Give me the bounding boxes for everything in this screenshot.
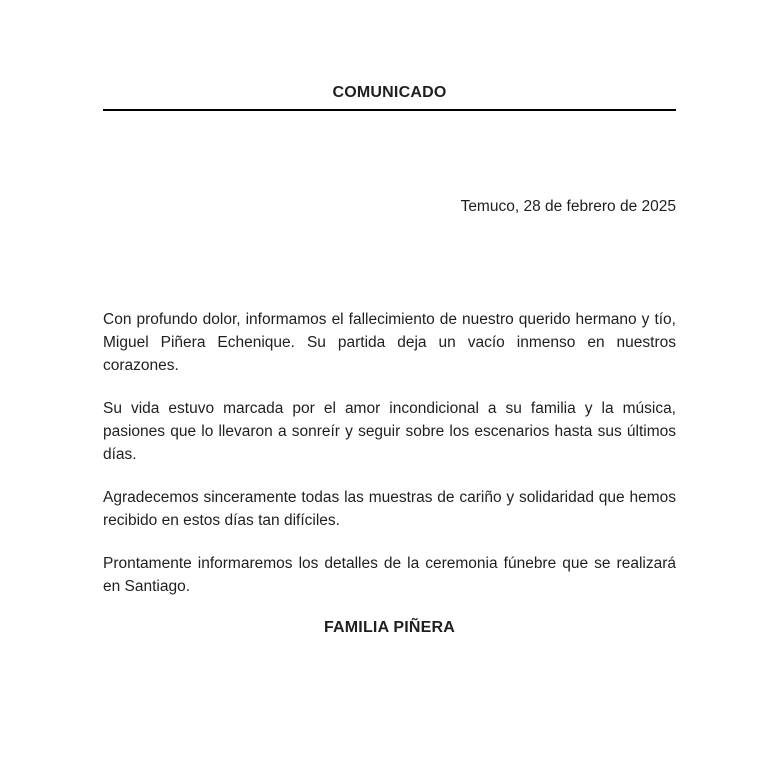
body-paragraphs xyxy=(103,308,676,598)
signature: FAMILIA PIÑERA xyxy=(323,619,456,636)
document-content xyxy=(103,0,676,638)
title-rule-divider xyxy=(103,109,676,111)
dateline: Temuco, 28 de febrero de 2025 xyxy=(460,198,676,215)
paragraph-tribute: Su vida estuvo marcada por el amor incondicional a su familia y la música, pasiones que lo llevaron a sonreír y seguir sobre los escenarios hasta sus últimos días. xyxy=(103,400,676,463)
paragraph-announcement: Con profundo dolor, informamos el fallecimiento de nuestro querido hermano y tío, Miguel Piñera Echenique. Su partida deja un vacío inmenso en nuestros corazones. xyxy=(103,311,676,374)
paragraph-gratitude: Agradecemos sinceramente todas las muestras de cariño y solidaridad que hemos recibido en estos días tan difíciles. xyxy=(103,489,676,529)
document-title: COMUNICADO xyxy=(332,84,447,101)
paragraph-ceremony: Prontamente informaremos los detalles de la ceremonia fúnebre que se realizará en Santiago. xyxy=(103,555,676,595)
